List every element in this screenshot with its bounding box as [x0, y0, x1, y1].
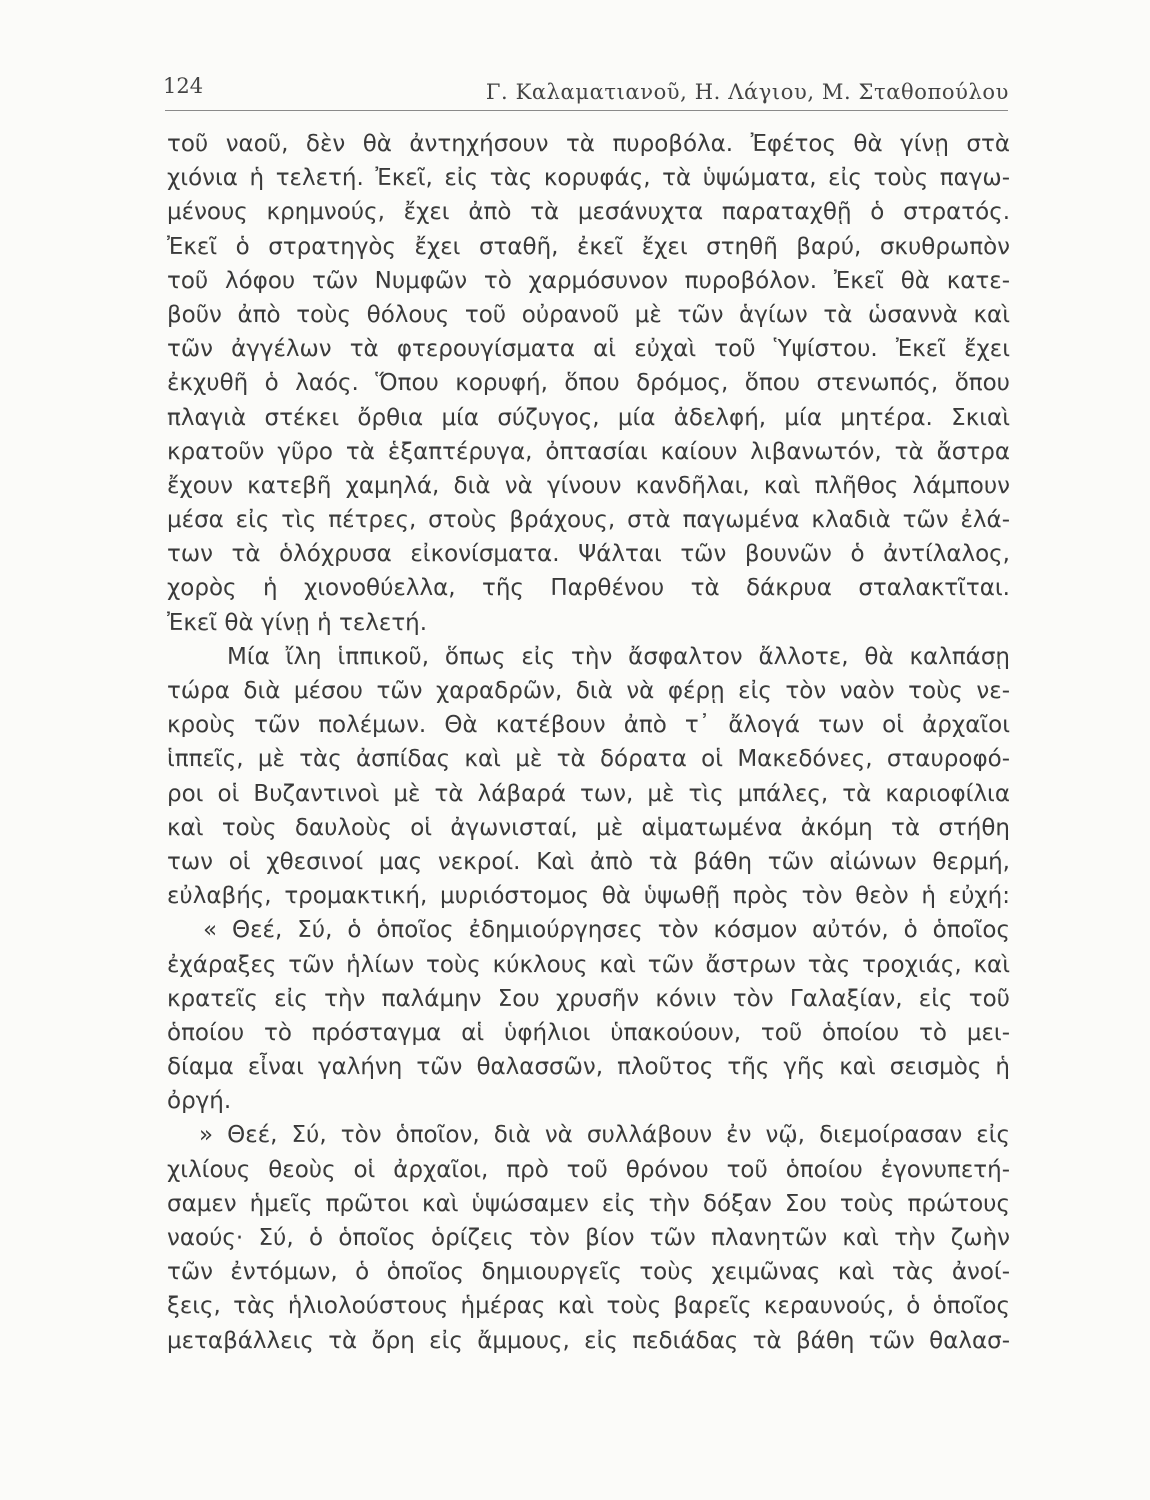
text-line: κροὺς τῶν πολέμων. Θὰ κατέβουν ἀπὸ τ᾿ ἄλογά των οἱ ἀρχαῖοι [167, 712, 1010, 739]
text-line: ἔχουν κατεβῆ χαμηλά, διὰ νὰ γίνουν κανδῆλαι, καὶ πλῆθος λάμπουν [167, 472, 1010, 499]
text-line: των οἱ χθεσινοί μας νεκροί. Καὶ ἀπὸ τὰ βάθη τῶν αἰώνων θερμή, [167, 848, 1010, 875]
text-line: ναούς· Σύ, ὁ ὁποῖος ὁρίζεις τὸν βίον τῶν πλανητῶν καὶ τὴν ζωὴν [167, 1225, 1010, 1251]
text-line: χιόνια ἡ τελετή. Ἐκεῖ, εἰς τὰς κορυφάς, τὰ ὑψώματα, εἰς τοὺς παγω- [167, 165, 1010, 192]
text-line: τοῦ ναοῦ, δὲν θὰ ἀντηχήσουν τὰ πυροβόλα. Ἐφέτος θὰ γίνῃ στὰ [167, 131, 1010, 157]
text-line: ροι οἱ Βυζαντινοὶ μὲ τὰ λάβαρά των, μὲ τὶς μπάλες, τὰ καριοφίλια [167, 780, 1010, 807]
text-line: ἐκχυθῆ ὁ λαός. Ὅπου κορυφή, ὅπου δρόμος, ὅπου στενωπός, ὅπου [167, 370, 1010, 397]
text-line: χιλίους θεοὺς οἱ ἀρχαῖοι, πρὸ τοῦ θρόνου τοῦ ὁποίου ἐγονυπετή- [167, 1156, 1010, 1183]
page-header [163, 72, 1009, 104]
text-line: καὶ τοὺς δαυλοὺς οἱ ἀγωνισταί, μὲ αἱματωμένα ἀκόμη τὰ στήθη [167, 814, 1010, 841]
text-line: ἐχάραξες τῶν ἡλίων τοὺς κύκλους καὶ τῶν ἄστρων τὰς τροχιάς, καὶ [167, 951, 1010, 978]
text-line: Ἐκεῖ θὰ γίνῃ ἡ τελετή. [167, 609, 428, 636]
text-line: τοῦ λόφου τῶν Νυμφῶν τὸ χαρμόσυνον πυροβόλον. Ἐκεῖ θὰ κατε- [167, 267, 1010, 294]
text-line: ξεις, τὰς ἡλιολούστους ἡμέρας καὶ τοὺς βαρεῖς κεραυνούς, ὁ ὁποῖος [167, 1293, 1010, 1320]
text-line: χορὸς ἡ χιονοθύελλα, τῆς Παρθένου τὰ δάκρυα σταλακτῖται. [167, 575, 1010, 602]
text-line: ὁποίου τὸ πρόσταγμα αἱ ὑφήλιοι ὑπακούουν, τοῦ ὁποίου τὸ μει- [167, 1019, 1010, 1046]
text-line: πλαγιὰ στέκει ὄρθια μία σύζυγος, μία ἀδελφή, μία μητέρα. Σκιαὶ [167, 404, 1010, 431]
text-line: σαμεν ἡμεῖς πρῶτοι καὶ ὑψώσαμεν εἰς τὴν δόξαν Σου τοὺς πρώτους [167, 1190, 1010, 1217]
text-line: Ἐκεῖ ὁ στρατηγὸς ἔχει σταθῆ, ἐκεῖ ἔχει στηθῆ βαρύ, σκυθρωπὸν [167, 233, 1010, 260]
text-line: ἱππεῖς, μὲ τὰς ἀσπίδας καὶ μὲ τὰ δόρατα οἱ Μακεδόνες, σταυροφό- [167, 746, 1010, 773]
text-line: Μία ἴλη ἱππικοῦ, ὅπως εἰς τὴν ἄσφαλτον ἄλλοτε, θὰ καλπάσῃ [227, 643, 1010, 670]
text-line: βοῦν ἀπὸ τοὺς θόλους τοῦ οὐρανοῦ μὲ τῶν ἁγίων τὰ ὡσαννὰ καὶ [167, 301, 1010, 328]
text-line: ὀργή. [167, 1088, 232, 1115]
text-line: « Θεέ, Σύ, ὁ ὁποῖος ἐδημιούργησες τὸν κόσμον αὐτόν, ὁ ὁποῖος [203, 917, 1010, 944]
text-line: κρατοῦν γῦρο τὰ ἑξαπτέρυγα, ὀπτασίαι καίουν λιβανωτόν, τὰ ἄστρα [167, 438, 1010, 465]
text-line: κρατεῖς εἰς τὴν παλάμην Σου χρυσῆν κόνιν τὸν Γαλαξίαν, εἰς τοῦ [167, 985, 1010, 1012]
text-line: δίαμα εἶναι γαλήνη τῶν θαλασσῶν, πλοῦτος τῆς γῆς καὶ σεισμὸς ἡ [167, 1054, 1010, 1081]
running-head: Γ. Καλαματιανοῦ, Η. Λάγιου, Μ. Σταθοπούλου [485, 80, 1009, 104]
text-line: μεταβάλλεις τὰ ὄρη εἰς ἄμμους, εἰς πεδιάδας τὰ βάθη τῶν θαλασ- [167, 1327, 1010, 1354]
header-rule [165, 110, 1008, 111]
text-line: εὐλαβής, τρομακτική, μυριόστομος θὰ ὑψωθῇ πρὸς τὸν θεὸν ἡ εὐχή: [167, 883, 1010, 910]
text-line: των τὰ ὁλόχρυσα εἰκονίσματα. Ψάλται τῶν βουνῶν ὁ ἀντίλαλος, [167, 541, 1010, 568]
page-number: 124 [163, 74, 204, 98]
text-line: » Θεέ, Σύ, τὸν ὁποῖον, διὰ νὰ συλλάβουν ἐν νῷ, διεμοίρασαν εἰς [199, 1122, 1010, 1149]
text-line: μέσα εἰς τὶς πέτρες, στοὺς βράχους, στὰ παγωμένα κλαδιὰ τῶν ἐλά- [167, 507, 1010, 534]
text-line: μένους κρημνούς, ἔχει ἀπὸ τὰ μεσάνυχτα παραταχθῇ ὁ στρατός. [167, 199, 1010, 226]
body-text [167, 127, 1010, 1358]
text-line: τῶν ἐντόμων, ὁ ὁποῖος δημιουργεῖς τοὺς χειμῶνας καὶ τὰς ἀνοί- [167, 1259, 1010, 1286]
text-line: τώρα διὰ μέσου τῶν χαραδρῶν, διὰ νὰ φέρῃ εἰς τὸν ναὸν τοὺς νε- [167, 678, 1010, 704]
text-line: τῶν ἀγγέλων τὰ φτερουγίσματα αἱ εὐχαὶ τοῦ Ὑψίστου. Ἐκεῖ ἔχει [167, 336, 1010, 363]
